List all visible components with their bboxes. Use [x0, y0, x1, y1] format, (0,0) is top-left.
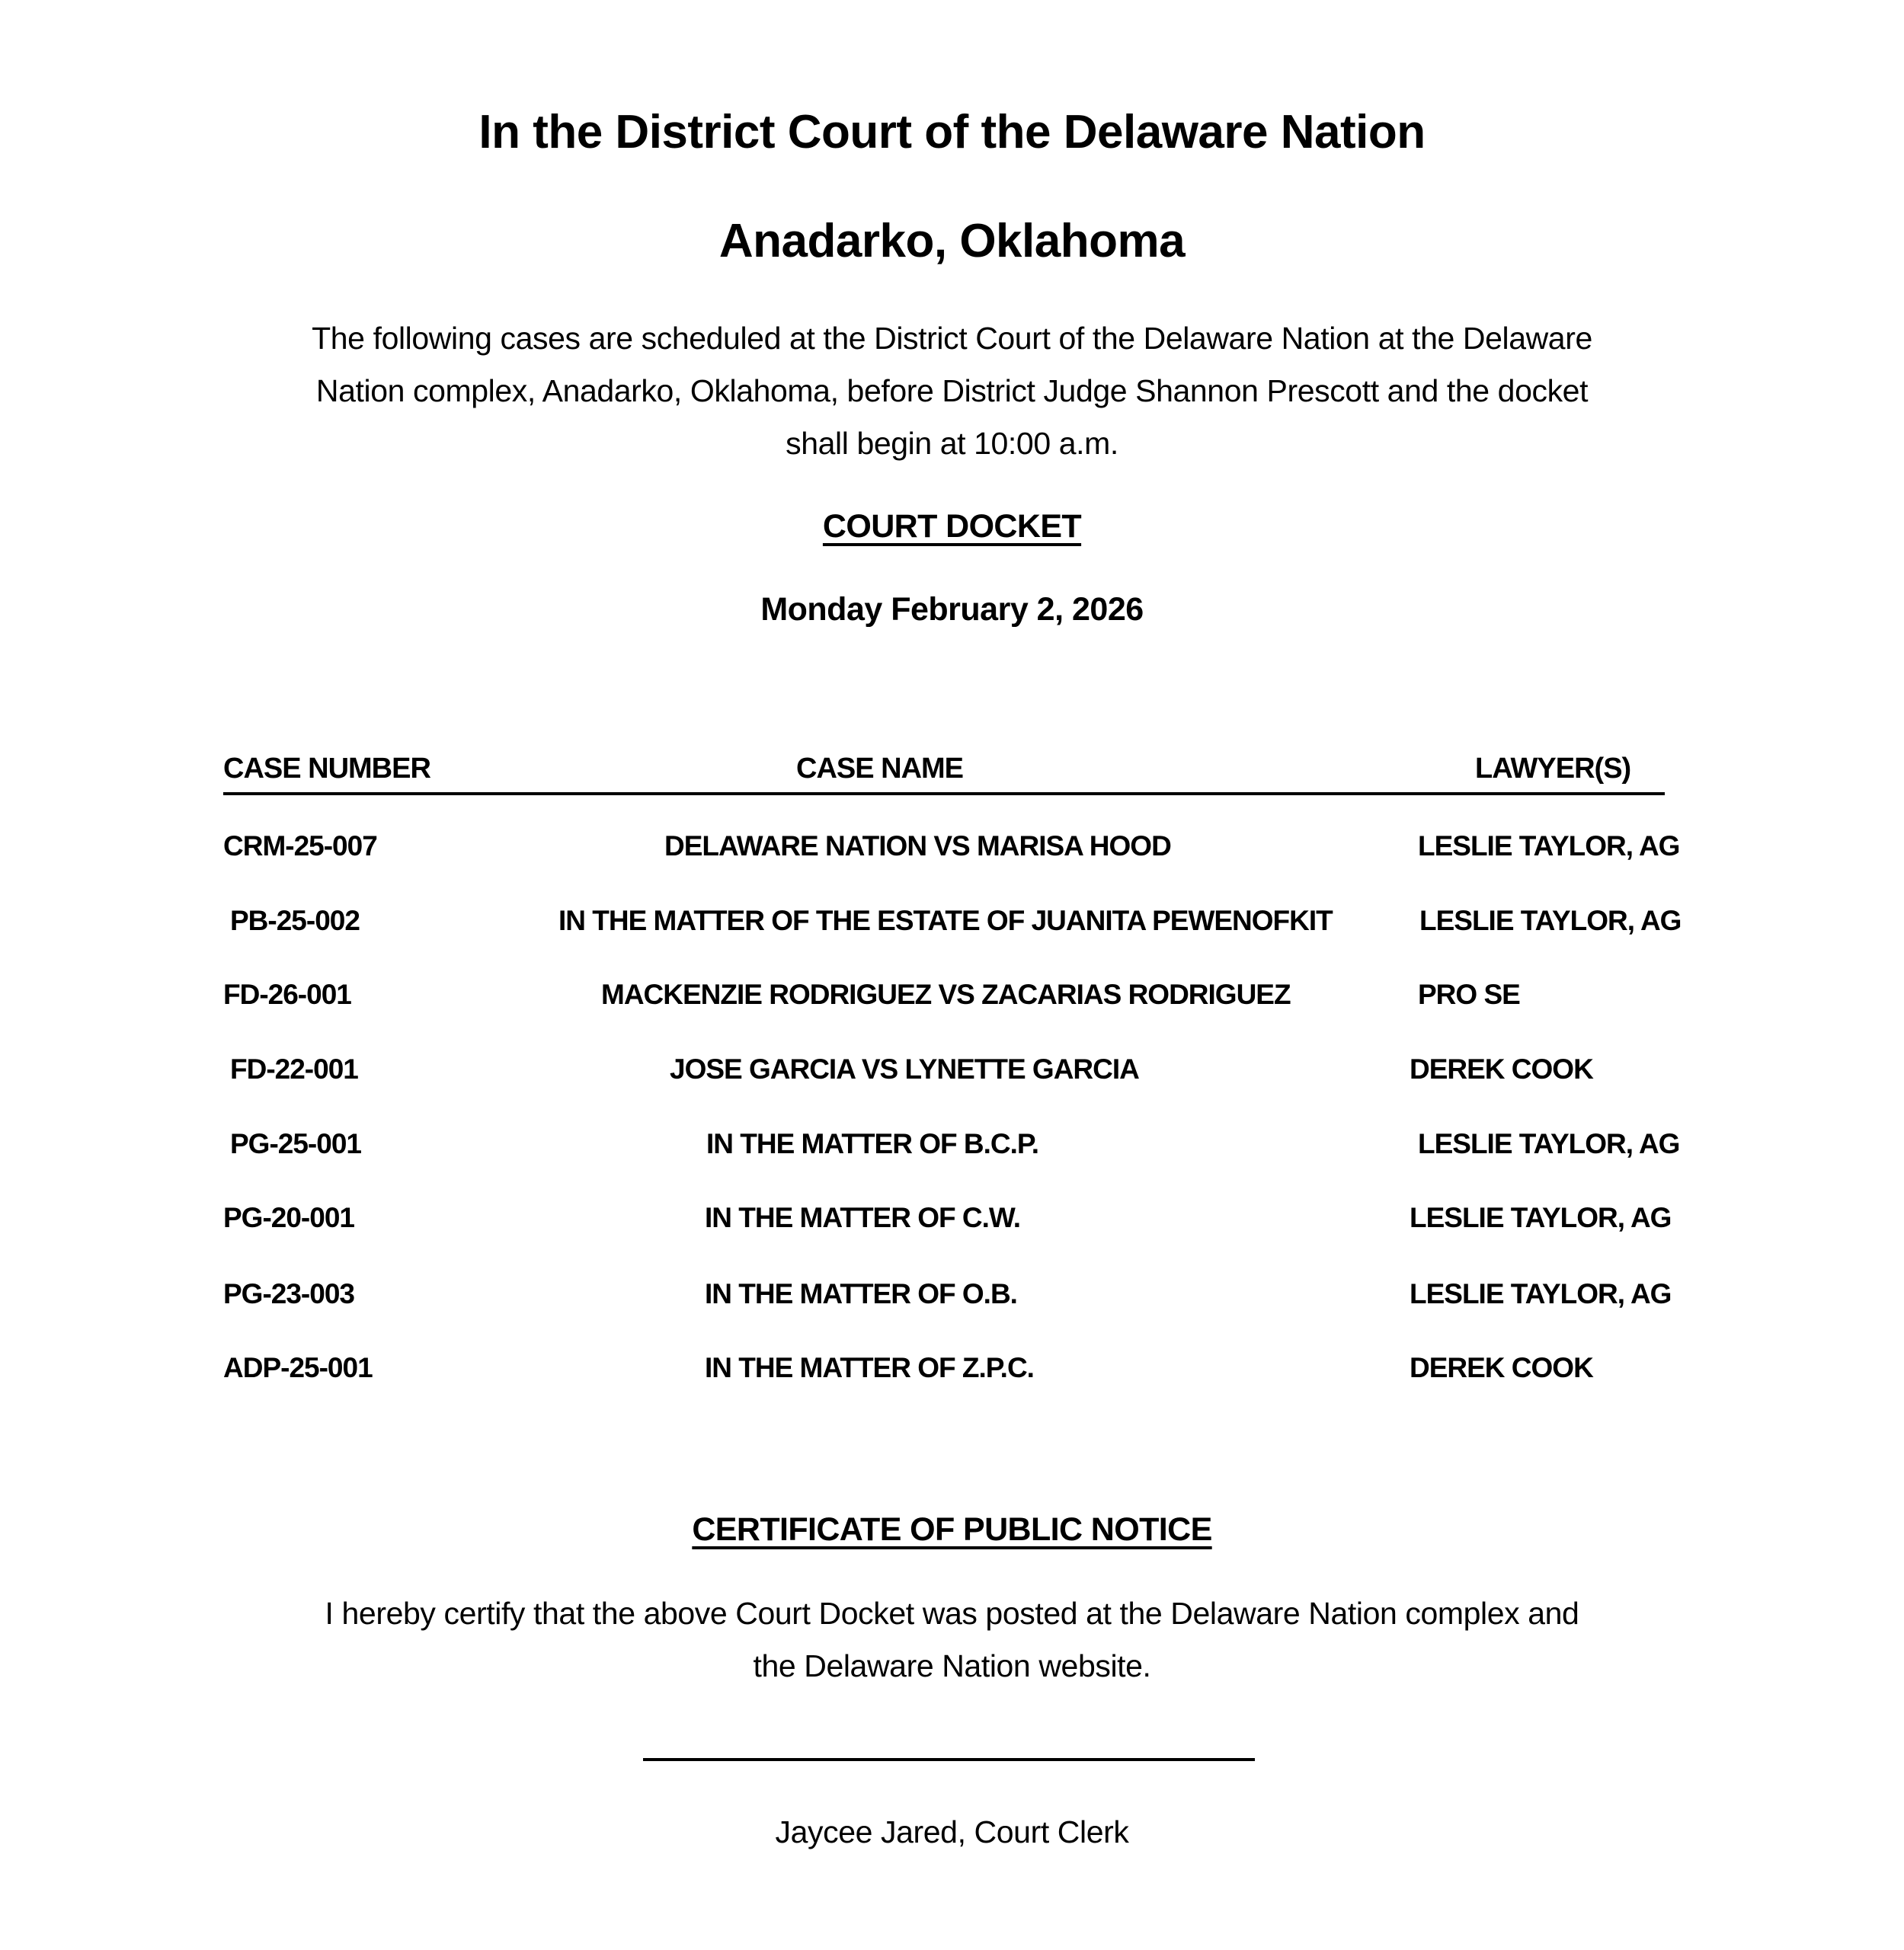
header-case-number: CASE NUMBER — [223, 753, 430, 785]
intro-line-3: shall begin at 10:00 a.m. — [786, 426, 1118, 461]
case-number: PB-25-002 — [230, 905, 360, 936]
intro-line-2: Nation complex, Anadarko, Oklahoma, before District Judge Shannon Prescott and the docket — [315, 373, 1589, 408]
case-name: MACKENZIE RODRIGUEZ VS ZACARIAS RODRIGUEZ — [601, 979, 1291, 1010]
case-number: PG-20-001 — [223, 1202, 354, 1233]
certificate-line-1: I hereby certify that the above Court Docket was posted at the Delaware Nation complex and — [325, 1596, 1579, 1631]
certificate-text — [0, 1587, 1904, 1693]
certificate-line-2: the Delaware Nation website. — [753, 1648, 1151, 1683]
case-lawyers: LESLIE TAYLOR, AG — [1410, 1202, 1672, 1233]
table-row — [0, 1349, 1904, 1387]
case-lawyers: DEREK COOK — [1410, 1053, 1593, 1085]
signatory-name: Jaycee Jared, Court Clerk — [775, 1814, 1129, 1849]
case-name: DELAWARE NATION VS MARISA HOOD — [664, 830, 1171, 862]
docket-date: Monday February 2, 2026 — [760, 591, 1144, 628]
table-row — [0, 827, 1904, 865]
case-name: IN THE MATTER OF THE ESTATE OF JUANITA PEWENOFKIT — [558, 905, 1333, 936]
case-name: IN THE MATTER OF O.B. — [705, 1278, 1017, 1309]
table-row — [0, 1199, 1904, 1237]
case-lawyers: LESLIE TAYLOR, AG — [1410, 1278, 1672, 1309]
case-name: IN THE MATTER OF Z.P.C. — [705, 1352, 1034, 1383]
case-number: FD-22-001 — [230, 1053, 358, 1085]
intro-line-1: The following cases are scheduled at the District Court of the Delaware Nation at the Delaware — [312, 321, 1592, 356]
signature-line — [643, 1758, 1255, 1761]
intro-paragraph — [0, 312, 1904, 470]
case-lawyers: LESLIE TAYLOR, AG — [1419, 905, 1682, 936]
table-header — [223, 750, 1665, 795]
case-lawyers: DEREK COOK — [1410, 1352, 1593, 1383]
case-number: CRM-25-007 — [223, 830, 377, 862]
case-number: FD-26-001 — [223, 979, 351, 1010]
case-name: JOSE GARCIA VS LYNETTE GARCIA — [670, 1053, 1139, 1085]
court-location: Anadarko, Oklahoma — [718, 215, 1186, 267]
table-row — [0, 976, 1904, 1014]
court-title: In the District Court of the Delaware Nation — [478, 106, 1426, 158]
header-case-name: CASE NAME — [796, 753, 964, 785]
case-lawyers: LESLIE TAYLOR, AG — [1418, 1128, 1680, 1159]
table-row — [0, 902, 1904, 940]
docket-heading: COURT DOCKET — [822, 508, 1082, 545]
table-row — [0, 1050, 1904, 1088]
case-lawyers: LESLIE TAYLOR, AG — [1418, 830, 1680, 862]
case-lawyers: PRO SE — [1418, 979, 1520, 1010]
certificate-heading-wrap — [0, 1509, 1904, 1550]
header-lawyers: LAWYER(S) — [1475, 753, 1631, 785]
table-row — [0, 1125, 1904, 1163]
docket-heading-wrap — [0, 506, 1904, 547]
case-number: ADP-25-001 — [223, 1352, 373, 1383]
certificate-heading: CERTIFICATE OF PUBLIC NOTICE — [692, 1511, 1212, 1548]
case-name: IN THE MATTER OF C.W. — [705, 1202, 1021, 1233]
case-number: PG-25-001 — [230, 1128, 361, 1159]
case-name: IN THE MATTER OF B.C.P. — [706, 1128, 1039, 1159]
table-row — [0, 1275, 1904, 1313]
case-number: PG-23-003 — [223, 1278, 354, 1309]
